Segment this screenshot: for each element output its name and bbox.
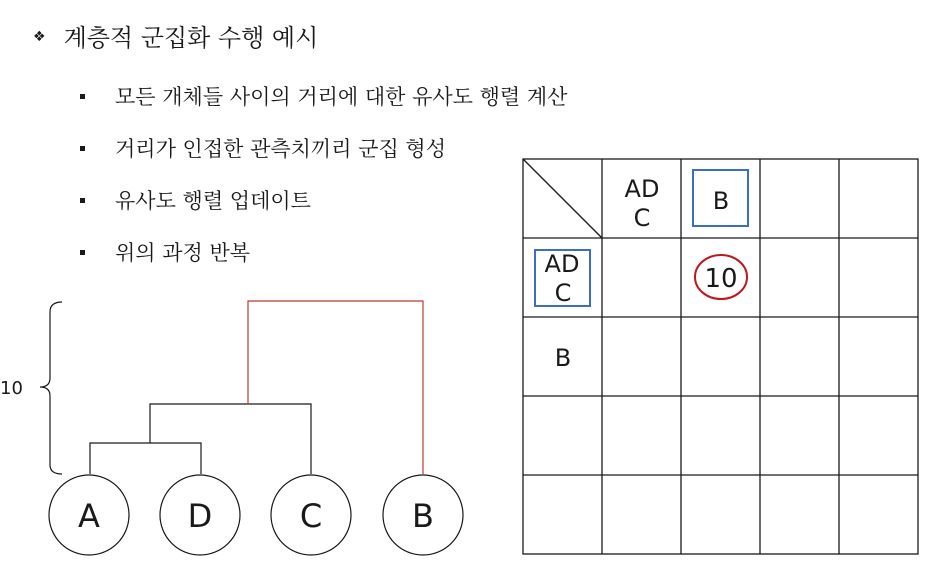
corner-diagonal <box>523 159 602 238</box>
matrix-col-header-B: B <box>712 187 730 215</box>
merge-A-D <box>90 443 201 474</box>
merge-ADC-B <box>248 301 423 474</box>
similarity-matrix <box>523 159 918 554</box>
bullet-text: 유사도 행렬 업데이트 <box>115 189 311 213</box>
left-brace <box>40 302 62 474</box>
matrix-row-header-ADC: AD <box>544 250 580 278</box>
matrix-col-header-ADC-line1: AD <box>624 175 660 203</box>
node-label-C: C <box>299 497 323 535</box>
slide-title-text: 계층적 군집화 수행 예시 <box>63 24 319 52</box>
matrix-col-header-ADC-line2: C <box>633 204 651 232</box>
matrix-row-header-ADC-line2: C <box>554 279 572 307</box>
bullet-text: 거리가 인접한 관측치끼리 군집 형성 <box>115 137 446 161</box>
node-label-D: D <box>187 497 213 535</box>
bullet-text: 위의 과정 반복 <box>115 241 251 265</box>
matrix-cell-value: 10 <box>704 264 738 294</box>
bullet-text: 모든 개체들 사이의 거리에 대한 유사도 행렬 계산 <box>115 85 568 109</box>
matrix-col-header-ADC <box>625 175 660 203</box>
node-label-B: B <box>412 497 434 535</box>
diamond-bullet-icon: ❖ <box>33 28 46 45</box>
axis-tick-label: 10 <box>0 378 23 399</box>
merge-AD-C <box>150 404 311 474</box>
dendrogram <box>40 301 463 555</box>
matrix-row-header-B: B <box>554 344 572 372</box>
node-label-A: A <box>78 497 100 535</box>
